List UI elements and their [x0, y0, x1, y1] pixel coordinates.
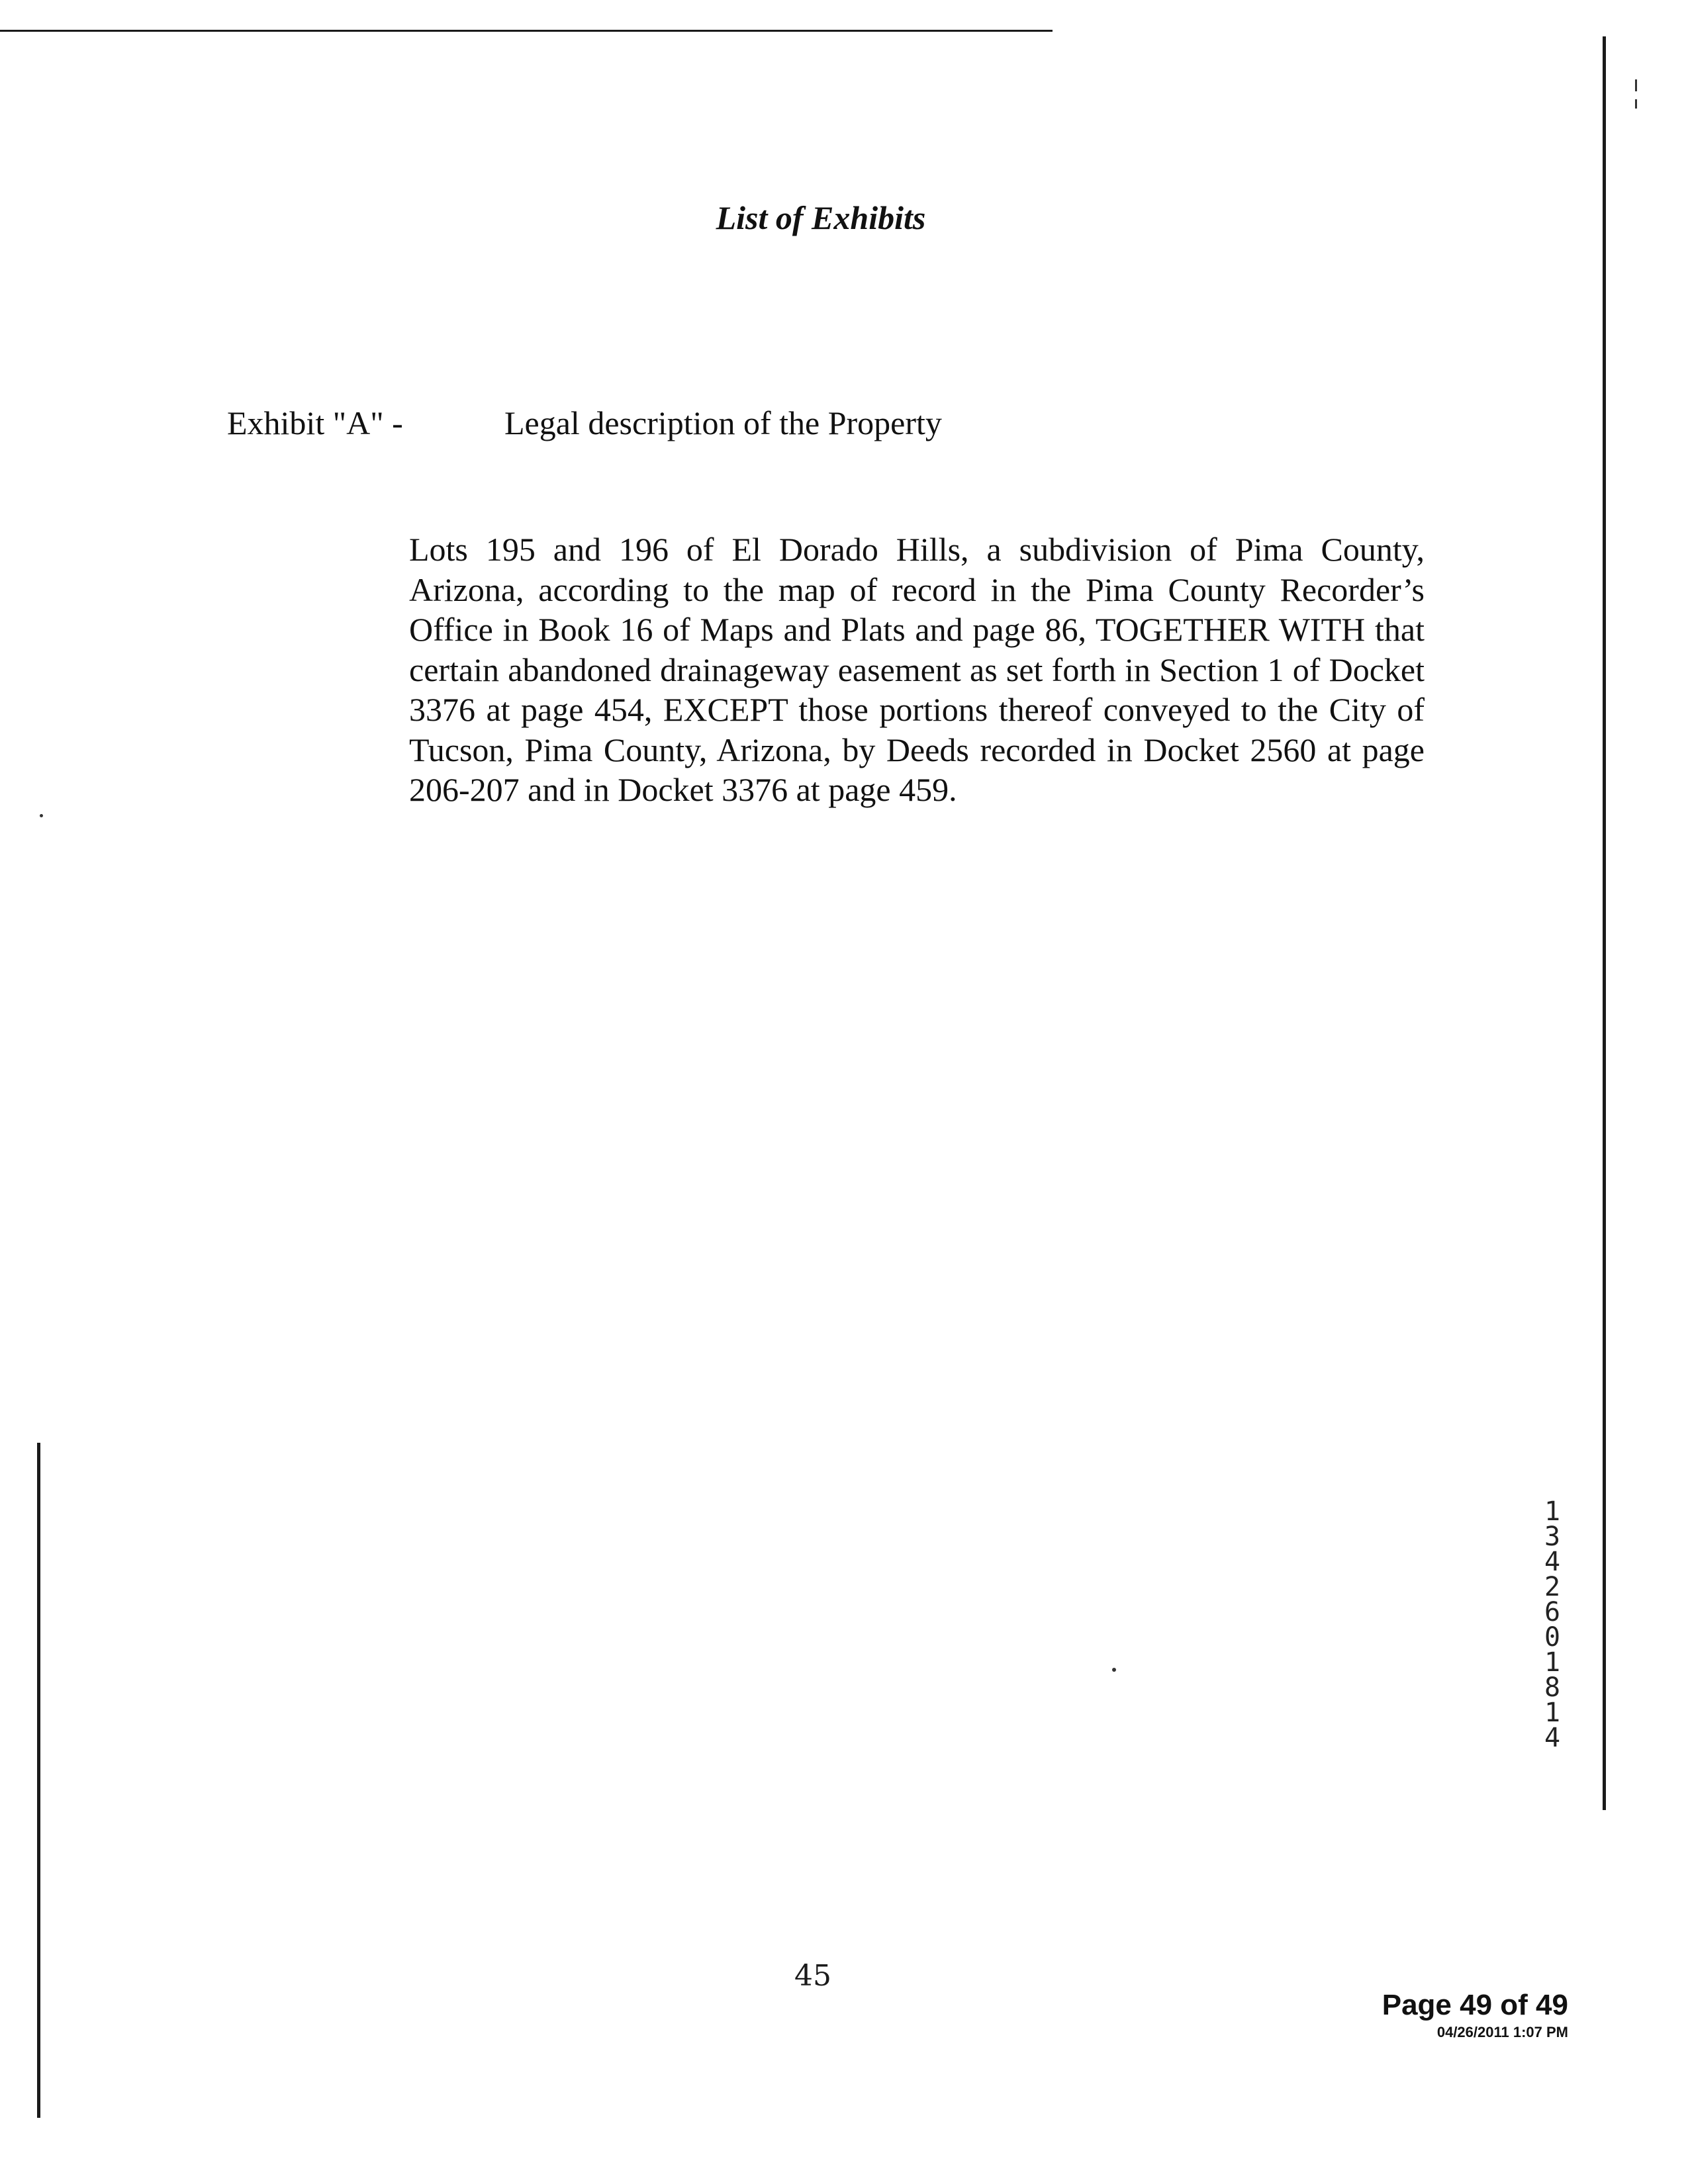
footer-page-count: Page 49 of 49	[1382, 1989, 1568, 2021]
recording-number: 13426 01814	[1544, 1496, 1561, 1753]
footer-timestamp: 04/26/2011 1:07 PM	[1436, 2024, 1568, 2040]
scan-left-border	[37, 1443, 40, 2118]
legal-description: Lots 195 and 196 of El Dorado Hills, a subdivision of Pima County, Arizona, according to the map of record in the Pima County Recorder’s Office in Book 16 of Maps and Plats and page 86, TOGETHER WITH that certain abandoned drainageway easement as set forth in Section 1 of Docket 3376 at page 454, EXCEPT those portions thereof conveyed to the City of Tucson, Pima County, Arizona, by Deeds recorded in Docket 2560 at page 206-207 and in Docket 3376 at page 459.	[409, 531, 1425, 808]
scan-top-rule	[0, 30, 1053, 32]
scan-right-border	[1603, 36, 1606, 1810]
scan-speck	[1635, 99, 1637, 109]
handwritten-page-number: 45	[794, 1959, 831, 1993]
exhibit-label: Exhibit "A" -	[227, 404, 403, 441]
scan-speck	[40, 814, 43, 817]
scan-speck	[1635, 79, 1637, 91]
scan-speck	[1112, 1668, 1116, 1672]
page-title: List of Exhibits	[716, 199, 926, 236]
exhibit-title: Legal description of the Property	[504, 404, 942, 441]
